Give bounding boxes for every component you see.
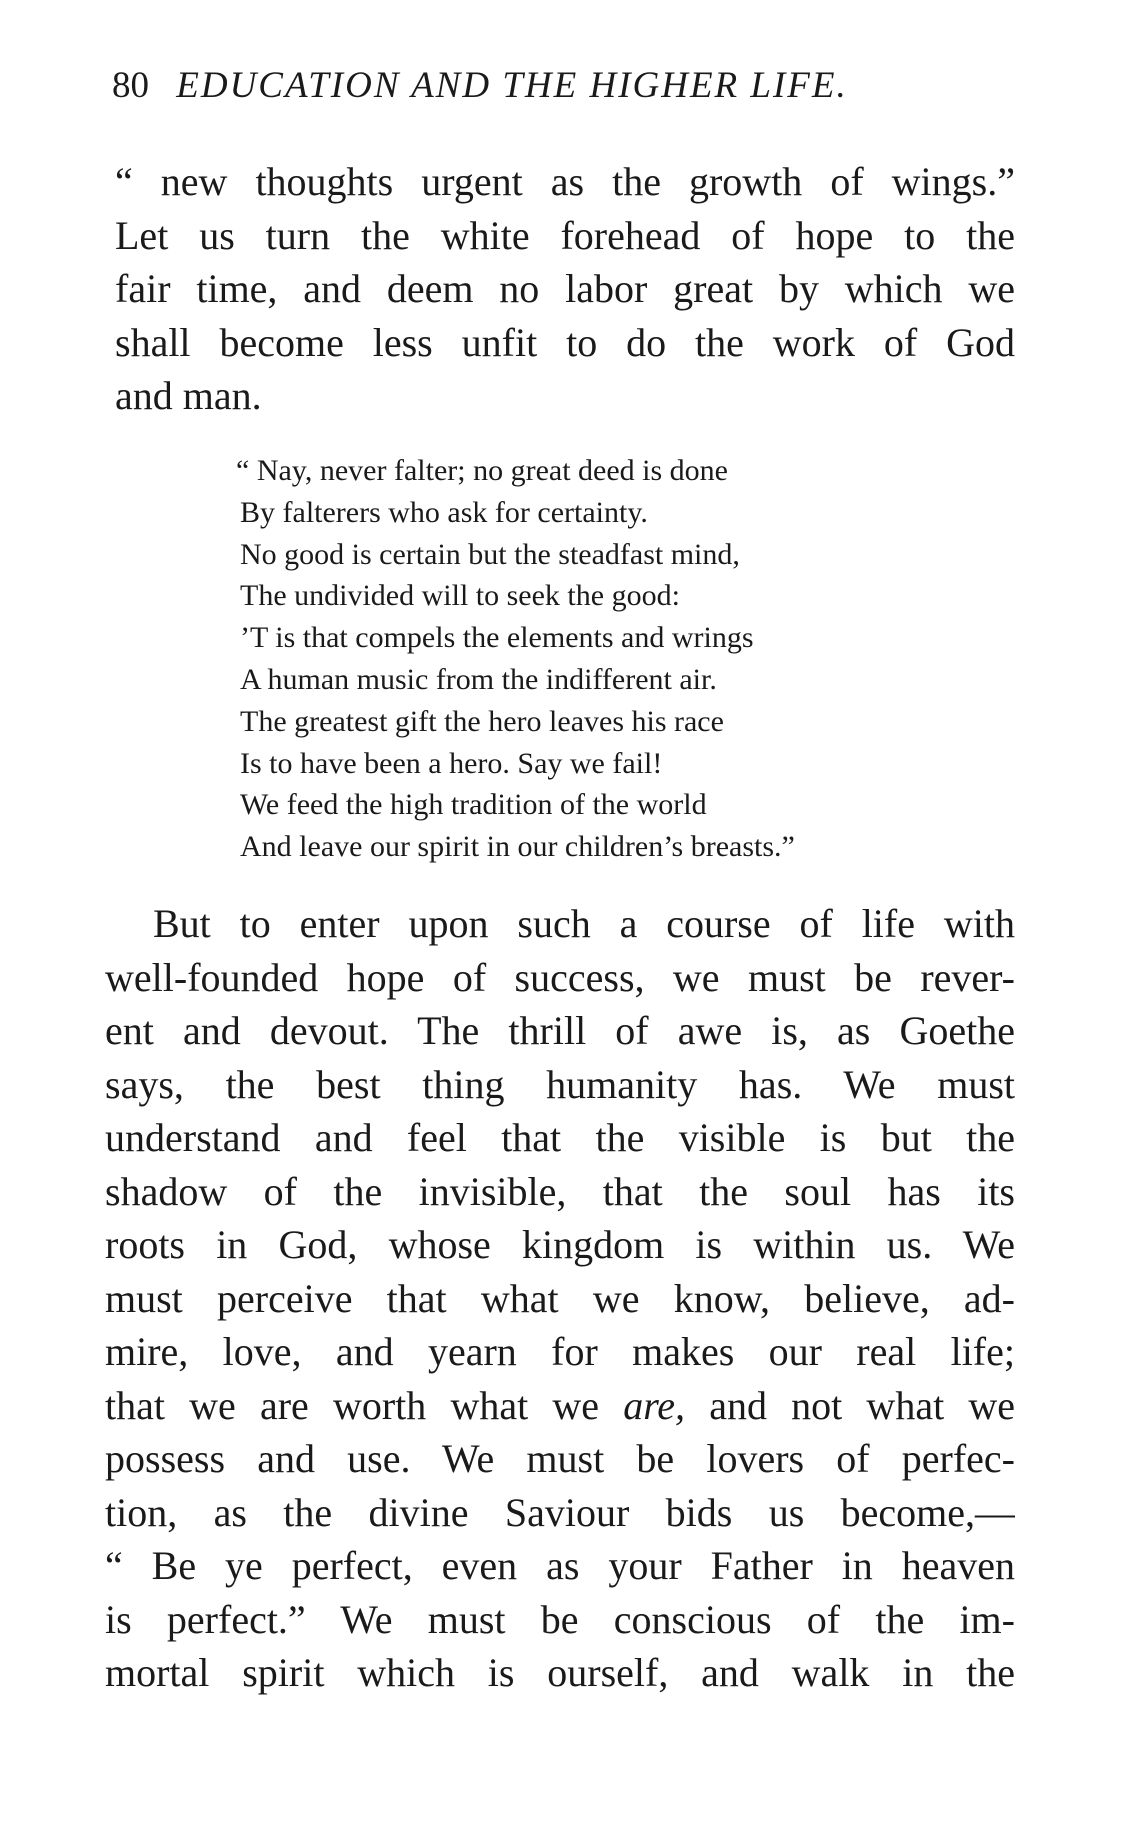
line-text-after-italic: and not what we xyxy=(685,1382,1015,1428)
paragraph-line: possess and use. We must be lovers of perfec- xyxy=(105,1436,1015,1481)
paragraph-1 xyxy=(115,155,1015,423)
paragraph-line: and man. xyxy=(115,373,262,418)
paragraph-line: shall become less unfit to do the work of God xyxy=(115,319,1015,365)
poem-line: And leave our spirit in our children’s breasts.” xyxy=(240,830,795,864)
paragraph-line: understand and feel that the visible is but the xyxy=(105,1115,1015,1160)
running-title: EDUCATION AND THE HIGHER LIFE. xyxy=(176,65,848,106)
paragraph-line: “ Be ye perfect, even as your Father in heaven xyxy=(105,1543,1015,1588)
poem-line: A human music from the indifferent air. xyxy=(240,662,717,696)
paragraph-line: is perfect.” We must be conscious of the im- xyxy=(105,1596,1015,1642)
poem-line: The greatest gift the hero leaves his race xyxy=(240,704,724,738)
poem-line: Is to have been a hero. Say we fail! xyxy=(240,746,663,780)
poem-line: The undivided will to seek the good: xyxy=(240,579,680,613)
page-number: 80 xyxy=(112,65,149,106)
paragraph-2 xyxy=(105,897,1015,1700)
paragraph-line: must perceive that what we know, believe, ad- xyxy=(105,1275,1015,1321)
poem-line: “ Nay, never falter; no great deed is done xyxy=(236,454,728,487)
paragraph-line: mire, love, and yearn for makes our real life; xyxy=(105,1329,1015,1374)
paragraph-line: But to enter upon such a course of life with xyxy=(153,901,1015,946)
paragraph-line: roots in God, whose kingdom is within us. We xyxy=(105,1222,1015,1267)
poem-line: ’T is that compels the elements and wrings xyxy=(240,621,754,655)
poem-quotation xyxy=(236,450,996,868)
poem-line: We feed the high tradition of the world xyxy=(240,788,707,822)
poem-line: No good is certain but the steadfast mind, xyxy=(240,537,740,571)
paragraph-line: ent and devout. The thrill of awe is, as Goethe xyxy=(105,1008,1015,1053)
italic-word: are, xyxy=(623,1382,686,1428)
paragraph-line-with-italic xyxy=(105,1379,1015,1433)
paragraph-line: says, the best thing humanity has. We must xyxy=(105,1061,1015,1107)
line-text-before-italic: that we are worth what we xyxy=(105,1382,624,1428)
paragraph-line: shadow of the invisible, that the soul has its xyxy=(105,1168,1015,1214)
poem-line: By falterers who ask for certainty. xyxy=(240,495,648,529)
paragraph-line: “ new thoughts urgent as the growth of wings.” xyxy=(115,159,1015,204)
paragraph-line: tion, as the divine Saviour bids us become,— xyxy=(105,1489,1015,1535)
running-head xyxy=(112,64,848,108)
paragraph-line: fair time, and deem no labor great by which we xyxy=(115,266,1015,311)
paragraph-line: well-founded hope of success, we must be rever- xyxy=(105,954,1015,1000)
paragraph-line: Let us turn the white forehead of hope to the xyxy=(115,212,1015,258)
paragraph-line: mortal spirit which is ourself, and walk in the xyxy=(105,1650,1015,1695)
